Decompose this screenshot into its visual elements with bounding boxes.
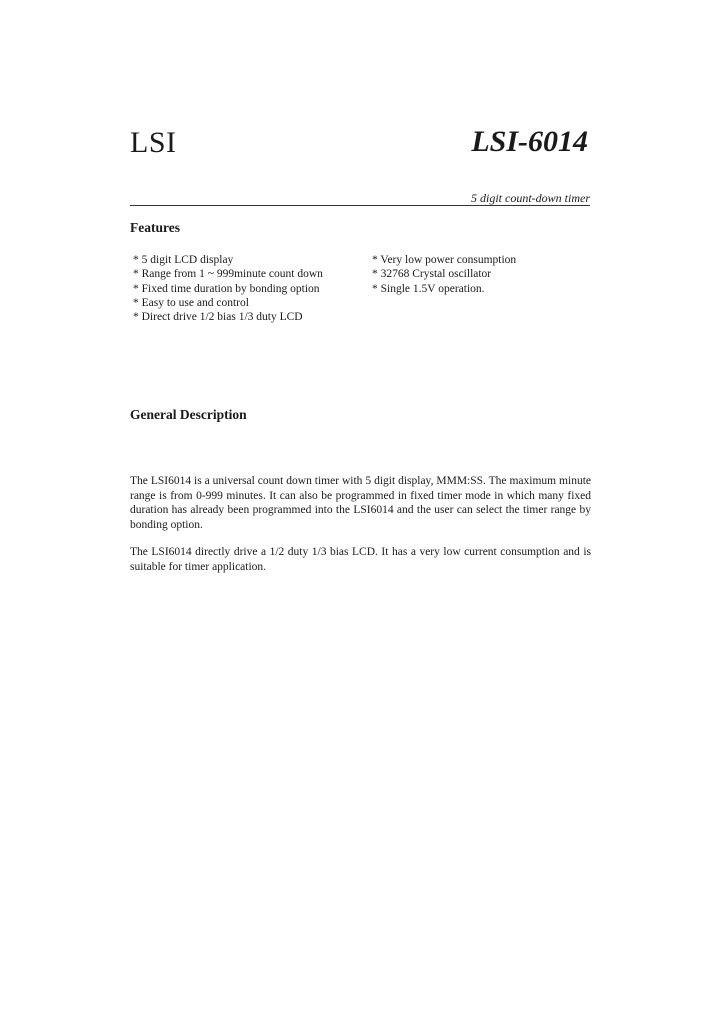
feature-item: * Single 1.5V operation. <box>372 282 485 295</box>
description-paragraph: The LSI6014 directly drive a 1/2 duty 1/3 bias LCD. It has a very low current consumption and is suitable for timer application. <box>130 546 591 573</box>
feature-item: * 32768 Crystal oscillator <box>372 268 492 281</box>
feature-item: * Direct drive 1/2 bias 1/3 duty LCD <box>133 311 303 324</box>
features-heading: Features <box>130 220 180 235</box>
feature-item: * Easy to use and control <box>133 296 249 309</box>
feature-item: * Very low power consumption <box>372 254 517 266</box>
features-list-left <box>133 253 323 324</box>
general-description-heading: General Description <box>130 407 247 422</box>
feature-item: * 5 digit LCD display <box>133 254 234 266</box>
brand-name: LSI <box>130 126 177 159</box>
part-number: LSI-6014 <box>471 125 588 158</box>
feature-item: * Range from 1 ~ 999minute count down <box>133 268 323 281</box>
header-divider <box>130 205 590 206</box>
feature-item: * Fixed time duration by bonding option <box>133 282 320 295</box>
description-paragraph: The LSI6014 is a universal count down timer with 5 digit display, MMM:SS. The maximum minute range is from 0-999 minutes. It can also be programmed in fixed timer mode in which many fixed duration has already been programmed into the LSI6014 and the user can select the timer range by bonding option. <box>130 475 591 531</box>
features-list-right <box>372 253 516 296</box>
product-subtitle: 5 digit count-down timer <box>471 191 590 205</box>
